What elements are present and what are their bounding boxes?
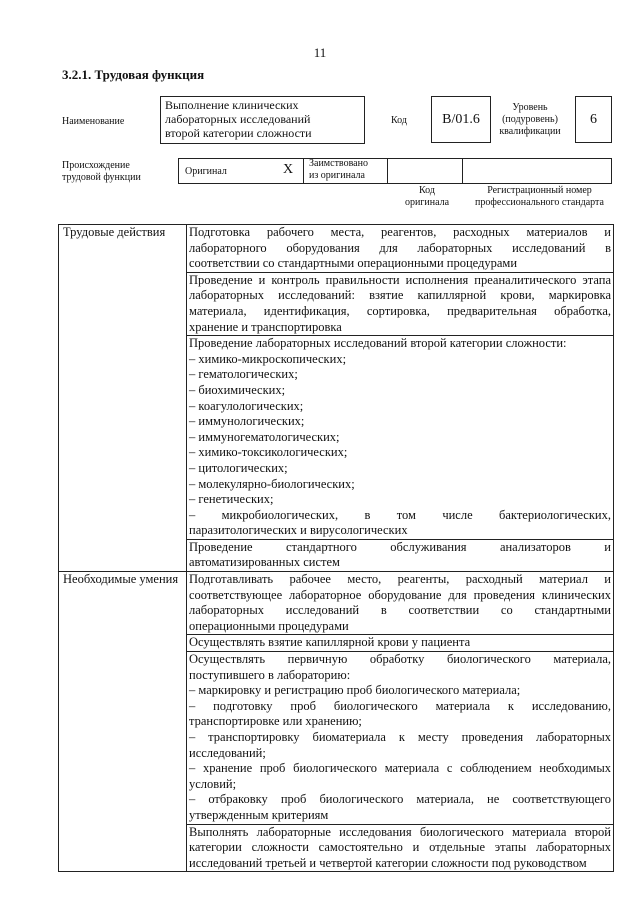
code-label: Код [391, 115, 407, 126]
section-title: 3.2.1. Трудовая функция [62, 67, 205, 82]
cell-line: – гематологических; [189, 367, 298, 382]
cell-content [187, 572, 614, 635]
cell-line: исследований третьей и четвертой категории сложности под руководством [189, 855, 587, 870]
cell-line: Выполнять лабораторные исследования биологического материала второй [189, 824, 611, 839]
cell-content [187, 824, 614, 872]
function-name-box [160, 96, 365, 144]
table-row [59, 572, 614, 635]
cell-line: материала, идентификация, сортировка, предварительная обработка, [189, 303, 611, 318]
cell-content [187, 225, 614, 273]
cell-line: – химико-микроскопических; [189, 351, 347, 366]
cell-line: Подготавливать рабочее место, реагенты, расходный материал и [189, 572, 611, 587]
origin-label-line: трудовой функции [62, 172, 141, 183]
cell-content [187, 539, 614, 571]
cell-line: – маркировку и регистрацию проб биологического материала; [189, 683, 521, 698]
cell-line: исследований; [189, 745, 266, 760]
name-label: Наименование [62, 116, 125, 127]
regnum-caption [467, 185, 612, 209]
level-label-line: Уровень [512, 102, 548, 113]
cell-line: – транспортировку биоматериала к месту проведения лабораторных [189, 730, 611, 744]
row-label: Необходимые умения [59, 572, 187, 872]
function-name-line: Выполнение клинических [165, 98, 299, 112]
cell-line: – генетических; [189, 492, 274, 507]
cell-line: автоматизированных систем [189, 555, 340, 570]
cell-line: – цитологических; [189, 460, 288, 475]
cell-line: – химико-токсикологических; [189, 445, 348, 460]
cell-line: Подготовка рабочего места, реагентов, расходных материалов и [189, 225, 611, 239]
caption-line: оригинала [404, 197, 450, 208]
cell-line: лабораторных исследований в соответствии со стандартными [189, 603, 611, 618]
level-label-line: (подуровень) [502, 114, 558, 125]
cell-line: операционными процедурами [189, 618, 349, 633]
cell-line: – коагулологических; [189, 398, 304, 413]
function-name-line: второй категории сложности [165, 126, 312, 140]
borrowed-label-line: из оригинала [309, 170, 365, 181]
cell-line: – подготовку проб биологического материала к исследованию, [189, 698, 611, 713]
cell-line: Проведение стандартного обслуживания анализаторов и [189, 539, 611, 554]
cell-line: – иммунологических; [189, 414, 305, 429]
cell-line: паразитологических и вирусологических [189, 523, 408, 538]
cell-line: условий; [189, 776, 237, 791]
cell-content [187, 272, 614, 335]
labor-functions-table [58, 224, 614, 872]
cell-content [187, 635, 614, 652]
cell-line: – иммуногематологических; [189, 429, 340, 444]
cell-line: Осуществлять первичную обработку биологического материала, [189, 652, 611, 667]
function-name-line: лабораторных исследований [165, 112, 311, 126]
cell-line: соответствии со стандартными операционными процедурами [189, 256, 518, 271]
cell-line: – биохимических; [189, 382, 286, 397]
origin-table [178, 158, 612, 184]
original-label: Оригинал [185, 166, 227, 177]
level-label-line: квалификации [499, 126, 561, 137]
caption-line: Регистрационный номер [487, 185, 592, 196]
cell-line: категории сложности самостоятельно и отдельные этапы лабораторных [189, 840, 611, 855]
original-mark: X [283, 162, 294, 177]
qualification-level-label [497, 102, 563, 138]
page-number: 11 [313, 45, 327, 60]
borrowed-label-line: Заимствовано [309, 158, 368, 169]
cell-content [187, 336, 614, 540]
cell-line: – хранение проб биологического материала с соблюдением необходимых [189, 761, 611, 776]
cell-line: транспортировке или хранению; [189, 714, 362, 729]
divider [462, 158, 463, 184]
row-label: Трудовые действия [59, 225, 187, 572]
cell-line: Проведение лабораторных исследований второй категории сложности: [189, 336, 567, 351]
divider [387, 158, 388, 184]
cell-line: – молекулярно-биологических; [189, 476, 355, 491]
table-row [59, 225, 614, 273]
cell-line: поступившего в лабораторию: [189, 667, 351, 682]
code-value: B/01.6 [442, 111, 480, 127]
code-value-box [431, 96, 491, 143]
borrowed-label [309, 158, 368, 182]
origin-label [62, 160, 141, 184]
level-value: 6 [590, 111, 597, 127]
cell-line: лабораторного оборудования для лабораторных исследований в [189, 240, 611, 255]
cell-line: хранение и транспортировка [189, 319, 342, 334]
cell-line: Осуществлять взятие капиллярной крови у пациента [189, 635, 471, 650]
origin-label-line: Происхождение [62, 160, 130, 171]
caption-line: Код [419, 185, 435, 196]
cell-content [187, 652, 614, 825]
divider [303, 158, 304, 184]
code-original-caption [392, 185, 462, 209]
caption-line: профессионального стандарта [475, 197, 604, 208]
cell-line: утвержденным критериям [189, 807, 329, 822]
level-value-box [575, 96, 612, 143]
cell-line: соответствующее лабораторное оборудование для проведения клинических [189, 587, 611, 602]
cell-line: – микробиологических, в том числе бактериологических, [189, 507, 611, 522]
cell-line: – отбраковку проб биологического материала, не соответствующего [189, 792, 611, 807]
cell-line: лабораторных исследований: взятие капиллярной крови, маркировка [189, 288, 611, 303]
cell-line: Проведение и контроль правильности исполнения преаналитического этапа [189, 272, 611, 287]
